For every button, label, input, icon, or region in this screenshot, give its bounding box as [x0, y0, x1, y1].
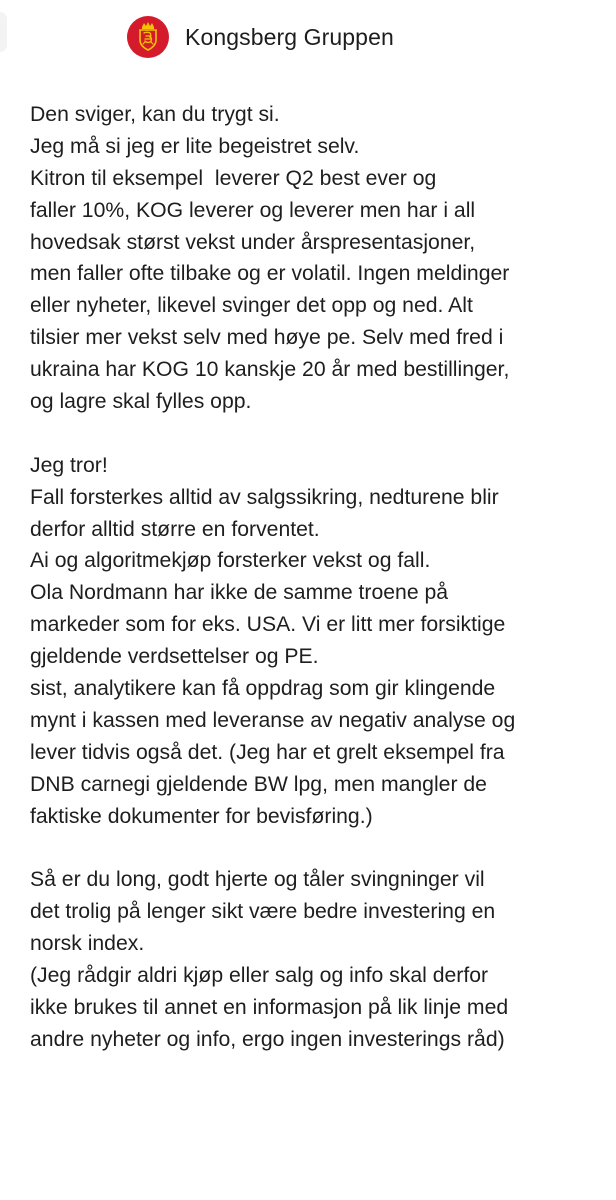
post-line: (Jeg rådgir aldri kjøp eller salg og info skal derfor — [30, 964, 489, 988]
post-line: gjeldende verdsettelser og PE. — [30, 645, 319, 669]
paragraph-gap — [30, 418, 610, 450]
post-line: norsk index. — [30, 932, 145, 956]
post-line: faktiske dokumenter for bevisføring.) — [30, 804, 373, 828]
post-line: Ola Nordmann har ikke de samme troene på — [30, 581, 449, 605]
post-line: Jeg må si jeg er lite begeistret selv. — [30, 134, 360, 158]
paragraph-2 — [30, 450, 610, 833]
previous-panel-edge — [0, 12, 7, 52]
post-line: Så er du long, godt hjerte og tåler svingninger vil — [30, 868, 485, 892]
post-line: sist, analytikere kan få oppdrag som gir klingende — [30, 677, 496, 701]
post-line: Fall forsterkes alltid av salgssikring, nedturene blir — [30, 485, 499, 509]
post-body — [30, 99, 610, 1056]
post-line: mynt i kassen med leveranse av negativ analyse og — [30, 708, 516, 732]
post-line: Kitron til eksempel leverer Q2 best ever og — [30, 166, 437, 190]
post-line: eller nyheter, likevel svinger det opp og ned. Alt — [30, 294, 473, 318]
post-line: men faller ofte tilbake og er volatil. Ingen meldinger — [30, 262, 510, 286]
post-line: ikke brukes til annet en informasjon på lik linje med — [30, 995, 509, 1019]
paragraph-3 — [30, 864, 610, 1055]
post-line: Ai og algoritmekjøp forsterker vekst og fall. — [30, 549, 431, 573]
post-line: DNB carnegi gjeldende BW lpg, men mangler de — [30, 772, 487, 796]
paragraph-gap — [30, 832, 610, 864]
post-line: Jeg tror! — [30, 453, 108, 477]
post-line: det trolig på lenger sikt være bedre investering en — [30, 900, 496, 924]
post-line: tilsier mer vekst selv med høye pe. Selv med fred i — [30, 326, 504, 350]
post-line: hovedsak størst vekst under årspresentasjoner, — [30, 230, 476, 254]
post-line: lever tidvis også det. (Jeg har et grelt eksempel fra — [30, 740, 505, 764]
post-line: ukraina har KOG 10 kanskje 20 år med bestillinger, — [30, 358, 510, 382]
post-line: andre nyheter og info, ergo ingen investerings råd) — [30, 1027, 505, 1051]
post-line: Den sviger, kan du trygt si. — [30, 103, 280, 126]
post-line: faller 10%, KOG leverer og leverer men har i all — [30, 198, 476, 222]
post-header — [127, 16, 394, 58]
post-line: markeder som for eks. USA. Vi er litt mer forsiktige — [30, 613, 506, 637]
paragraph-1 — [30, 99, 610, 418]
post-line: og lagre skal fylles opp. — [30, 390, 252, 414]
post-line: derfor alltid større en forventet. — [30, 517, 320, 541]
crest-graphic — [133, 20, 163, 54]
kongsberg-crest-icon[interactable] — [127, 16, 169, 58]
brand-name[interactable]: Kongsberg Gruppen — [185, 23, 394, 50]
